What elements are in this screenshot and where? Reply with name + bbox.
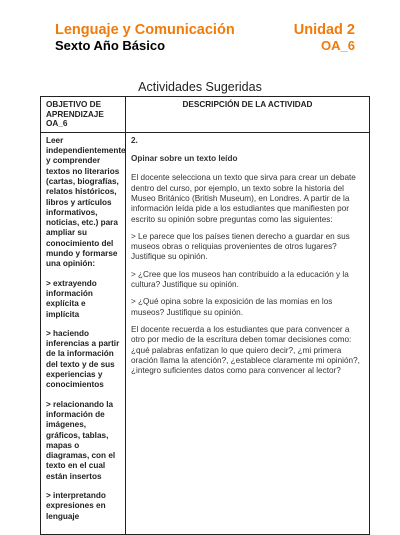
header-row-2: [55, 38, 355, 54]
activity-paragraph: El docente selecciona un texto que sirva para crear un debate dentro del curso, por ejemplo, un texto sobre la historia del Museo Británico (British Museum), en Londres. A partir de la información leída pide a los estudiantes que manifiesten por escrito su opinión sobre preguntas como las siguientes:: [131, 173, 356, 224]
activity-question: > ¿Qué opina sobre la exposición de las momias en los museos? Justifique su opinión.: [131, 297, 333, 317]
unit-label: Unidad 2: [293, 22, 355, 38]
objective-bullet: > extrayendo información explícita e implícita: [46, 278, 97, 319]
objective-text: Leer independientemente y comprender textos no literarios (cartas, biografías, relatos históricos, libros y artículos informativos, noticias, etc.) para ampliar su conocimiento del mundo y formarse una opinión:: [46, 135, 126, 269]
description-column-header: DESCRIPCIÓN DE LA ACTIVIDAD: [126, 97, 370, 133]
table-row: [41, 132, 370, 534]
grade-label: Sexto Año Básico: [55, 38, 166, 53]
activity-table: [40, 96, 370, 535]
header-row-1: [55, 22, 355, 38]
activity-subtitle: Opinar sobre un texto leído: [131, 154, 238, 164]
activity-question: > ¿Cree que los museos han contribuido a la educación y la cultura? Justifique su opinión.: [131, 269, 349, 290]
oa-label: OA_6: [321, 38, 355, 53]
objective-bullet: > interpretando expresiones en lenguaje: [46, 490, 106, 521]
activity-paragraph: El docente recuerda a los estudiantes que para convencer a otro por medio de la escritura deben tomar decisiones como: ¿qué palabras enfatizan lo que quiero decir?, ¿mi primera oración llama la atención?, ¿establece claramente mi opinión?, ¿integro suficientes datos como para convencer al lector?: [131, 324, 360, 376]
objective-cell: [41, 132, 126, 534]
objective-column-header: OBJETIVO DE APRENDIZAJE OA_6: [41, 97, 126, 133]
objective-bullet: > relacionando la información de imágenes, gráficos, tablas, mapas o diagramas, con el texto en el cual están insertos: [46, 399, 116, 481]
table-header-row: [41, 97, 370, 133]
activity-number: 2.: [131, 135, 138, 145]
activity-question: > Le parece que los países tienen derecho a guardar en sus museos obras o reliquias provenientes de otros lugares? Justifique su opinión.: [131, 231, 350, 262]
page-header: [55, 22, 355, 54]
page-title: Actividades Sugeridas: [138, 80, 262, 94]
subject-title: Lenguaje y Comunicación: [55, 22, 235, 38]
objective-bullet: > haciendo inferencias a partir de la información del texto y de sus experiencias y conocimientos: [46, 328, 120, 390]
activity-cell: [126, 132, 370, 534]
